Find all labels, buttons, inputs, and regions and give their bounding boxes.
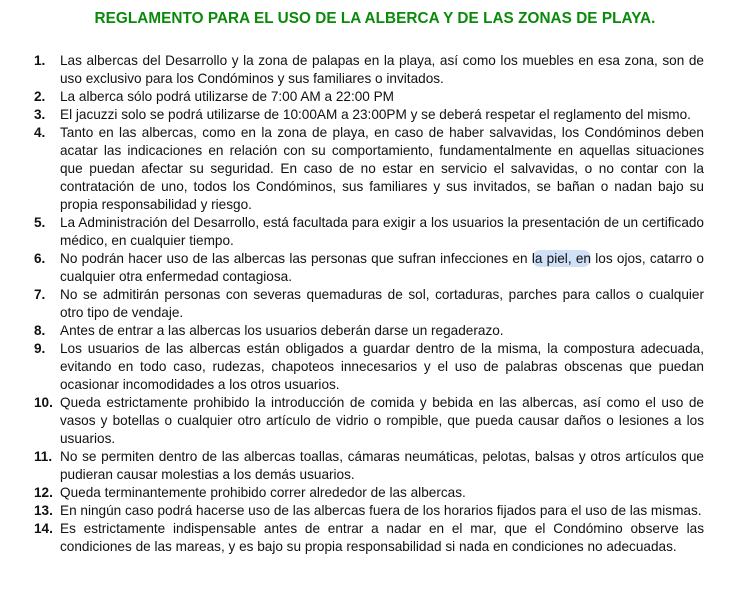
list-item <box>34 124 704 214</box>
list-item <box>34 106 704 124</box>
rule-text: Queda estrictamente prohibido la introducción de comida y bebida en las albercas, así como el uso de vasos y botellas o cualquier otro artículo de vidrio o rompible, que pueda causar daños o lesiones a los usuarios. <box>60 395 704 446</box>
text-selection-highlight[interactable]: la piel, en <box>531 251 591 266</box>
rule-number: 14. <box>34 521 53 536</box>
list-item <box>34 88 704 106</box>
rule-number: 1. <box>34 53 46 68</box>
rule-text: Tanto en las albercas, como en la zona de playa, en caso de haber salvavidas, los Condóminos deben acatar las indicaciones en relación con su comportamiento, fundamentalmente en aquellas situaciones que puedan afectar su seguridad. En caso de no estar en servicio el salvavidas, o no contar con la contratación de uno, todos los Condóminos, sus familiares y sus invitados, se bañan o nadan bajo su propia responsabilidad y riesgo. <box>60 125 704 212</box>
rule-text: Antes de entrar a las albercas los usuarios deberán darse un regaderazo. <box>60 323 504 338</box>
rule-number: 4. <box>34 125 46 140</box>
list-item <box>34 250 704 286</box>
rule-text: El jacuzzi solo se podrá utilizarse de 10:00AM a 23:00PM y se deberá respetar el reglamento del mismo. <box>60 107 691 122</box>
list-item <box>34 322 704 340</box>
list-item <box>34 52 704 88</box>
list-item <box>34 520 704 556</box>
rule-number: 8. <box>34 323 46 338</box>
rule-text: Los usuarios de las albercas están obligados a guardar dentro de la misma, la compostura adecuada, evitando en todo caso, rudezas, chapoteos innecesarios y el uso de palabras obscenas que puedan ocasionar incomodidades a los otros usuarios. <box>60 341 704 392</box>
list-item <box>34 394 704 448</box>
rule-number: 10. <box>34 395 53 410</box>
rule-text: Las albercas del Desarrollo y la zona de palapas en la playa, así como los muebles en esa zona, son de uso exclusivo para los Condóminos y sus familiares o invitados. <box>60 53 704 86</box>
rule-text <box>60 250 704 286</box>
list-item <box>34 448 704 484</box>
rule-number: 9. <box>34 341 46 356</box>
rule-number: 5. <box>34 215 46 230</box>
rule-text: No se admitirán personas con severas quemaduras de sol, cortaduras, parches para callos o cualquier otro tipo de vendaje. <box>60 287 704 320</box>
rule-number: 3. <box>34 107 46 122</box>
rule-text: No se permiten dentro de las albercas toallas, cámaras neumáticas, pelotas, balsas y otros artículos que pudieran causar molestias a los demás usuarios. <box>60 449 704 482</box>
rule-number: 11. <box>34 449 53 464</box>
rule-number: 6. <box>34 251 46 266</box>
list-item <box>34 502 704 520</box>
list-item <box>34 286 704 322</box>
rule-text: La alberca sólo podrá utilizarse de 7:00 AM a 22:00 PM <box>60 89 395 104</box>
rule-text: Es estrictamente indispensable antes de entrar a nadar en el mar, que el Condómino observe las condiciones de las mareas, y es bajo su propia responsabilidad si nada en condiciones no adecuadas. <box>60 521 704 554</box>
rule-number: 13. <box>34 503 53 518</box>
document-title: REGLAMENTO PARA EL USO DE LA ALBERCA Y DE LAS ZONAS DE PLAYA. <box>94 10 656 27</box>
rule-text-end: los ojos, catarro o cualquier otra enfermedad contagiosa. <box>60 251 704 284</box>
list-item <box>34 340 704 394</box>
rules-list <box>34 52 704 556</box>
list-item <box>34 484 704 502</box>
rule-number: 7. <box>34 287 46 302</box>
rule-text: La Administración del Desarrollo, está facultada para exigir a los usuarios la presentación de un certificado médico, en cualquier tiempo. <box>60 215 704 248</box>
list-item <box>34 214 704 250</box>
rule-text: En ningún caso podrá hacerse uso de las albercas fuera de los horarios fijados para el uso de las mismas. <box>60 503 702 518</box>
rule-text-start: No podrán hacer uso de las albercas las personas que sufran infecciones en <box>60 251 532 266</box>
rule-number: 12. <box>34 485 53 500</box>
rule-number: 2. <box>34 89 46 104</box>
rule-text: Queda terminantemente prohibido correr alrededor de las albercas. <box>60 485 466 500</box>
